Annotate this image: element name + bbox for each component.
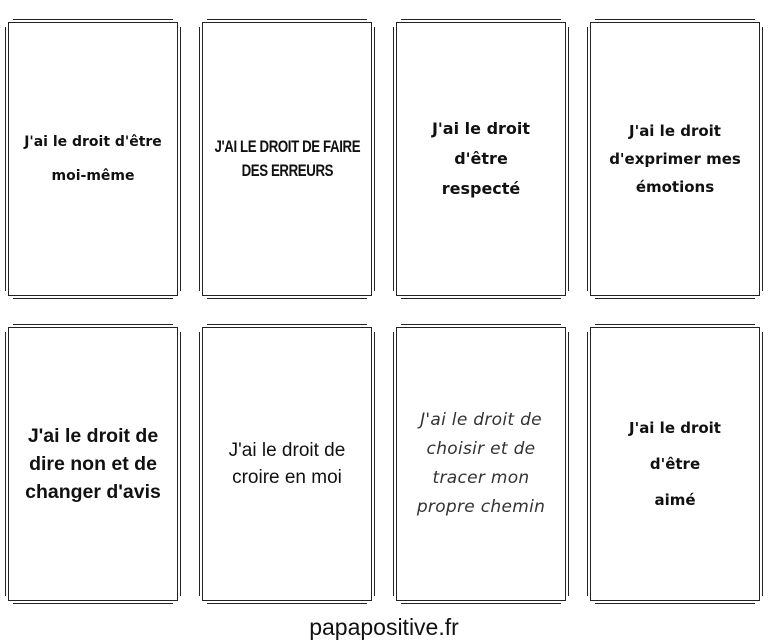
card-line: J'ai le droit de bbox=[420, 410, 542, 430]
card-line: J'ai le droit d'être bbox=[431, 119, 531, 168]
card-line: J'ai le droit d'être bbox=[24, 134, 162, 150]
card-line: J'ai le droit d'être bbox=[629, 419, 721, 473]
card-7 bbox=[396, 327, 566, 601]
card-line: DES ERREURS bbox=[241, 161, 333, 180]
card-line: émotions bbox=[635, 178, 715, 196]
card-5 bbox=[8, 327, 178, 601]
card-line: aimé bbox=[654, 491, 696, 509]
card-line: J'AI LE DROIT DE FAIRE bbox=[214, 137, 360, 156]
card-text bbox=[13, 422, 173, 506]
card-6 bbox=[202, 327, 372, 601]
card-2 bbox=[202, 22, 372, 296]
card-line: J'ai le droit de bbox=[27, 425, 159, 447]
card-text bbox=[217, 437, 358, 491]
card-line: propre chemin bbox=[416, 497, 546, 517]
card-line: choisir et de bbox=[426, 439, 536, 459]
card-line: croire en moi bbox=[232, 467, 342, 488]
card-4 bbox=[590, 22, 760, 296]
card-line: dire non et de bbox=[29, 453, 157, 475]
card-text bbox=[397, 114, 565, 204]
card-text bbox=[205, 135, 369, 183]
card-line: respecté bbox=[441, 179, 521, 198]
card-text bbox=[597, 117, 753, 201]
site-footer: papapositive.fr bbox=[309, 614, 459, 640]
card-8 bbox=[590, 327, 760, 601]
card-line: J'ai le droit bbox=[629, 122, 721, 140]
card-line: tracer mon bbox=[432, 468, 530, 488]
card-text bbox=[12, 125, 174, 193]
card-line: d'exprimer mes bbox=[609, 150, 741, 168]
card-text bbox=[591, 410, 759, 518]
card-line: moi-même bbox=[51, 168, 135, 184]
card-line: changer d'avis bbox=[25, 481, 161, 503]
card-line: J'ai le droit de bbox=[228, 440, 346, 461]
card-text bbox=[405, 406, 557, 522]
card-3 bbox=[396, 22, 566, 296]
card-1 bbox=[8, 22, 178, 296]
